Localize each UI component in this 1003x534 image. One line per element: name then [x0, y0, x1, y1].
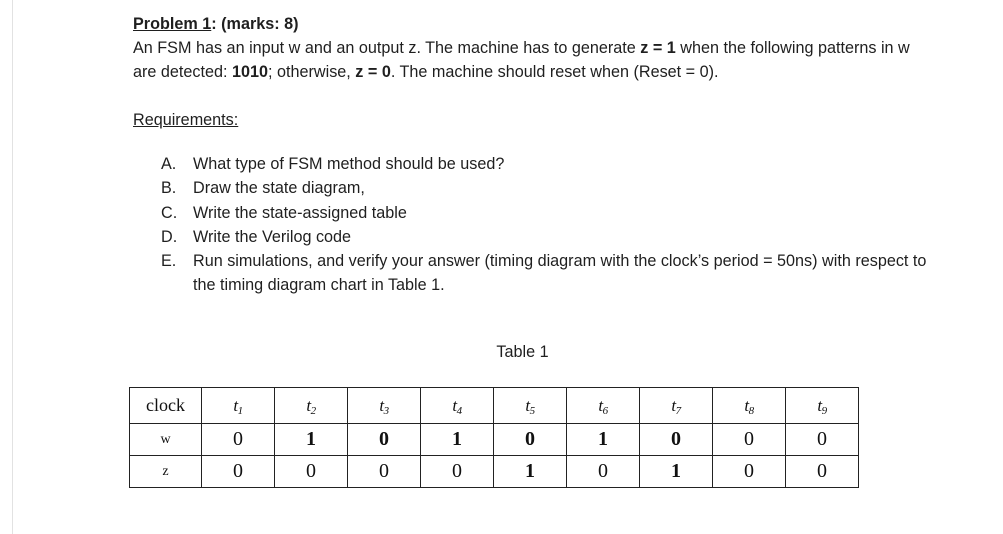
requirement-letter: A.	[161, 155, 177, 173]
requirements-list	[133, 152, 933, 298]
requirements-heading: Requirements:	[133, 111, 239, 129]
document-body	[133, 12, 933, 298]
w-cell: 1	[275, 424, 348, 456]
time-cell: $t_7$	[640, 388, 713, 424]
time-cell: $t_1$	[202, 388, 275, 424]
z-cell: 0	[275, 456, 348, 488]
z-cell: 0	[567, 456, 640, 488]
requirement-item	[161, 176, 933, 200]
page-left-border	[12, 0, 13, 534]
time-cell: $t_8$	[713, 388, 786, 424]
z-cell: 1	[640, 456, 713, 488]
w-cell: 1	[567, 424, 640, 456]
timing-table	[129, 387, 859, 488]
z-cell: 0	[348, 456, 421, 488]
z-cell: 0	[421, 456, 494, 488]
desc-text-4: . The machine should reset when (Reset = 0).	[390, 63, 719, 81]
w-cell: 1	[421, 424, 494, 456]
time-cell: $t_4$	[421, 388, 494, 424]
time-cell: $t_9$	[786, 388, 859, 424]
row-label-clock: clock	[130, 388, 202, 424]
time-cell: $t_6$	[567, 388, 640, 424]
requirement-text: Write the state-assigned table	[193, 203, 407, 222]
row-label-z: z	[130, 456, 202, 488]
requirement-text: Run simulations, and verify your answer (timing diagram with the clock’s period = 50ns) with respect to the timing diagram chart in Table 1.	[193, 252, 927, 295]
requirement-letter: B.	[161, 179, 177, 198]
table-row-z	[130, 456, 859, 488]
desc-text-3: ; otherwise,	[268, 63, 356, 81]
time-cell: $t_2$	[275, 388, 348, 424]
table-row-clock	[130, 388, 859, 424]
z-cell: 0	[786, 456, 859, 488]
desc-z-zero: z = 0	[355, 63, 391, 81]
table-caption: Table 1	[496, 343, 549, 361]
w-cell: 0	[494, 424, 567, 456]
table-row-w	[130, 424, 859, 456]
problem-heading	[133, 12, 933, 36]
requirement-text: Write the Verilog code	[193, 227, 352, 246]
problem-description	[133, 36, 933, 84]
requirement-text: What type of FSM method should be used?	[193, 155, 505, 173]
desc-text-1: An FSM has an input w and an output z. The machine has to generate	[133, 39, 641, 57]
w-cell: 0	[713, 424, 786, 456]
w-cell: 0	[348, 424, 421, 456]
requirement-item	[161, 225, 933, 249]
w-cell: 0	[640, 424, 713, 456]
requirement-item	[161, 249, 933, 298]
time-cell: $t_5$	[494, 388, 567, 424]
time-cell: $t_3$	[348, 388, 421, 424]
z-cell: 0	[713, 456, 786, 488]
z-cell: 1	[494, 456, 567, 488]
requirement-letter: D.	[161, 227, 178, 246]
requirement-item	[161, 152, 933, 176]
z-cell: 0	[202, 456, 275, 488]
requirement-item	[161, 201, 933, 225]
problem-title: Problem 1	[133, 15, 212, 33]
desc-text-2: when the following patterns in w are detected:	[133, 39, 910, 81]
w-cell: 0	[202, 424, 275, 456]
row-label-w: w	[130, 424, 202, 456]
w-cell: 0	[786, 424, 859, 456]
problem-marks: : (marks: 8)	[211, 15, 299, 33]
requirement-letter: C.	[161, 203, 178, 222]
requirement-letter: E.	[161, 252, 177, 271]
desc-pattern: 1010	[232, 63, 269, 81]
requirement-text: Draw the state diagram,	[193, 179, 365, 198]
desc-z-one: z = 1	[640, 39, 676, 57]
